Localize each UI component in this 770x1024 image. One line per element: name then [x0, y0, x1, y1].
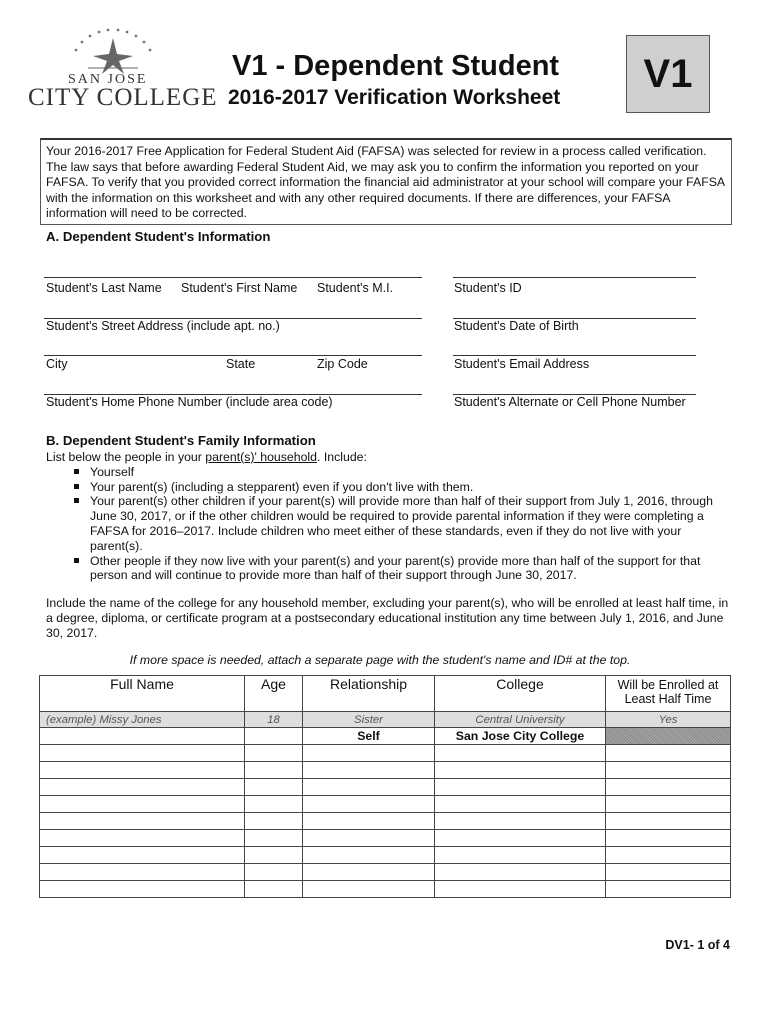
relationship-cell[interactable]	[303, 864, 435, 881]
include-list	[46, 465, 736, 583]
city-state-zip-line[interactable]	[44, 355, 422, 356]
name-cell[interactable]	[40, 796, 245, 813]
star-logo-icon	[58, 28, 168, 74]
section-b-instructions	[46, 450, 736, 583]
col-header-enrolled: Will be Enrolled at Least Half Time	[606, 676, 731, 712]
street-address-label: Student's Street Address (include apt. no.)	[46, 319, 280, 333]
form-badge: V1	[626, 35, 710, 113]
self-age-cell[interactable]	[245, 728, 303, 745]
name-line[interactable]	[44, 277, 422, 278]
last-name-label: Student's Last Name	[46, 281, 162, 295]
page-number: DV1- 1 of 4	[665, 938, 730, 952]
col-header-relationship: Relationship	[303, 676, 435, 712]
college-cell[interactable]	[435, 762, 606, 779]
intro-box: Your 2016-2017 Free Application for Federal Student Aid (FAFSA) was selected for review in a process called verification. The law says that before awarding Federal Student Aid, we may ask you to confirm the information you reported on your FAFSA. To verify that you provided correct information the financial aid administrator at your school will compare your FAFSA with the information on this worksheet and with any other required documents. If there are differences, your FAFSA information will need to be corrected.	[40, 138, 732, 225]
enrolled-cell[interactable]	[606, 864, 731, 881]
enrolled-cell[interactable]	[606, 745, 731, 762]
bullet-icon	[74, 484, 79, 489]
relationship-cell[interactable]	[303, 796, 435, 813]
college-cell[interactable]	[435, 847, 606, 864]
name-cell[interactable]	[40, 847, 245, 864]
bullet-icon	[74, 498, 79, 503]
relationship-cell[interactable]	[303, 881, 435, 898]
age-cell[interactable]	[245, 745, 303, 762]
table-header-row	[40, 676, 731, 712]
table-row	[40, 745, 731, 762]
col-header-full-name: Full Name	[40, 676, 245, 712]
age-cell[interactable]	[245, 779, 303, 796]
household-table	[39, 675, 731, 898]
college-cell[interactable]	[435, 745, 606, 762]
college-logo	[28, 28, 218, 112]
self-name-cell[interactable]	[40, 728, 245, 745]
student-id-line[interactable]	[453, 277, 696, 278]
state-label: State	[226, 357, 256, 371]
name-cell[interactable]	[40, 762, 245, 779]
enrolled-cell[interactable]	[606, 813, 731, 830]
enrolled-cell[interactable]	[606, 779, 731, 796]
list-item-text: Your parent(s) (including a stepparent) even if you don't live with them.	[90, 479, 474, 494]
alt-phone-label: Student's Alternate or Cell Phone Number	[454, 395, 686, 409]
list-item-text: Your parent(s) other children if your parent(s) will provide more than half of their support from July 1, 2016, through June 30, 2017, or if the other children would be required to provide parental information if they were completing a FAFSA for 2016–2017. Include children who meet either of these standards, even if they do not live with your parent(s).	[90, 494, 713, 553]
relationship-cell[interactable]	[303, 745, 435, 762]
list-item	[90, 465, 736, 480]
college-enrollment-note: Include the name of the college for any household member, excluding your parent(s), who will be enrolled at least half time, in a degree, diploma, or certificate program at a postsecondary educational institution any time between July 1, 2016, and June 30, 2017.	[46, 596, 729, 640]
example-college-cell: Central University	[435, 712, 606, 728]
lead-text: List below the people in your	[46, 450, 206, 464]
page-subtitle: 2016-2017 Verification Worksheet	[228, 86, 561, 109]
mi-label: Student's M.I.	[317, 281, 394, 295]
age-cell[interactable]	[245, 864, 303, 881]
table-row	[40, 847, 731, 864]
extra-space-note: If more space is needed, attach a separate page with the student's name and ID# at the top.	[129, 653, 631, 667]
page-title: V1 - Dependent Student	[232, 50, 560, 82]
list-item	[90, 554, 736, 584]
example-name-cell: (example) Missy Jones	[40, 712, 245, 728]
table-row	[40, 779, 731, 796]
example-row	[40, 712, 731, 728]
college-cell[interactable]	[435, 830, 606, 847]
col-header-age: Age	[245, 676, 303, 712]
col-header-college: College	[435, 676, 606, 712]
table-row	[40, 881, 731, 898]
enrolled-cell[interactable]	[606, 830, 731, 847]
lead-suffix-text: . Include:	[317, 450, 367, 464]
college-cell[interactable]	[435, 881, 606, 898]
self-relationship-cell: Self	[303, 728, 435, 745]
list-item	[90, 494, 736, 553]
name-cell[interactable]	[40, 864, 245, 881]
college-cell[interactable]	[435, 813, 606, 830]
self-college-cell: San Jose City College	[435, 728, 606, 745]
zip-label: Zip Code	[317, 357, 368, 371]
table-row	[40, 796, 731, 813]
first-name-label: Student's First Name	[181, 281, 298, 295]
name-cell[interactable]	[40, 881, 245, 898]
relationship-cell[interactable]	[303, 779, 435, 796]
self-row	[40, 728, 731, 745]
age-cell[interactable]	[245, 881, 303, 898]
college-cell[interactable]	[435, 864, 606, 881]
list-item	[90, 480, 736, 495]
example-age-cell: 18	[245, 712, 303, 728]
section-b-heading: B. Dependent Student's Family Information	[46, 433, 316, 448]
bullet-icon	[74, 558, 79, 563]
table-row	[40, 830, 731, 847]
logo-text-san-jose: SAN JOSE	[68, 72, 148, 87]
name-cell[interactable]	[40, 779, 245, 796]
email-line[interactable]	[453, 355, 696, 356]
name-cell[interactable]	[40, 830, 245, 847]
table-row	[40, 864, 731, 881]
list-item-text: Other people if they now live with your parent(s) and your parent(s) provide more than half of the support for that person and will continue to provide more than half of their support through June 30, 2017.	[90, 553, 701, 583]
age-cell[interactable]	[245, 830, 303, 847]
age-cell[interactable]	[245, 847, 303, 864]
table-row	[40, 762, 731, 779]
relationship-cell[interactable]	[303, 762, 435, 779]
enrolled-cell[interactable]	[606, 881, 731, 898]
age-cell[interactable]	[245, 813, 303, 830]
name-cell[interactable]	[40, 813, 245, 830]
section-a-heading: A. Dependent Student's Information	[46, 229, 271, 244]
relationship-cell[interactable]	[303, 813, 435, 830]
relationship-cell[interactable]	[303, 830, 435, 847]
age-cell[interactable]	[245, 762, 303, 779]
city-label: City	[46, 357, 68, 371]
household-lead	[46, 450, 736, 465]
bullet-icon	[74, 469, 79, 474]
enrolled-cell[interactable]	[606, 796, 731, 813]
college-cell[interactable]	[435, 796, 606, 813]
list-item-text: Yourself	[90, 464, 134, 479]
self-enrolled-shaded-cell	[606, 728, 731, 745]
dob-label: Student's Date of Birth	[454, 319, 579, 333]
student-id-label: Student's ID	[454, 281, 522, 295]
relationship-cell[interactable]	[303, 847, 435, 864]
email-label: Student's Email Address	[454, 357, 590, 371]
household-underlined-text: parent(s)' household	[205, 450, 318, 464]
enrolled-cell[interactable]	[606, 762, 731, 779]
enrolled-cell[interactable]	[606, 847, 731, 864]
example-enrolled-cell: Yes	[606, 712, 731, 728]
age-cell[interactable]	[245, 796, 303, 813]
name-cell[interactable]	[40, 745, 245, 762]
college-cell[interactable]	[435, 779, 606, 796]
home-phone-label: Student's Home Phone Number (include area code)	[46, 395, 333, 409]
logo-text-city-college: CITY COLLEGE	[28, 84, 218, 111]
example-relationship-cell: Sister	[303, 712, 435, 728]
table-row	[40, 813, 731, 830]
